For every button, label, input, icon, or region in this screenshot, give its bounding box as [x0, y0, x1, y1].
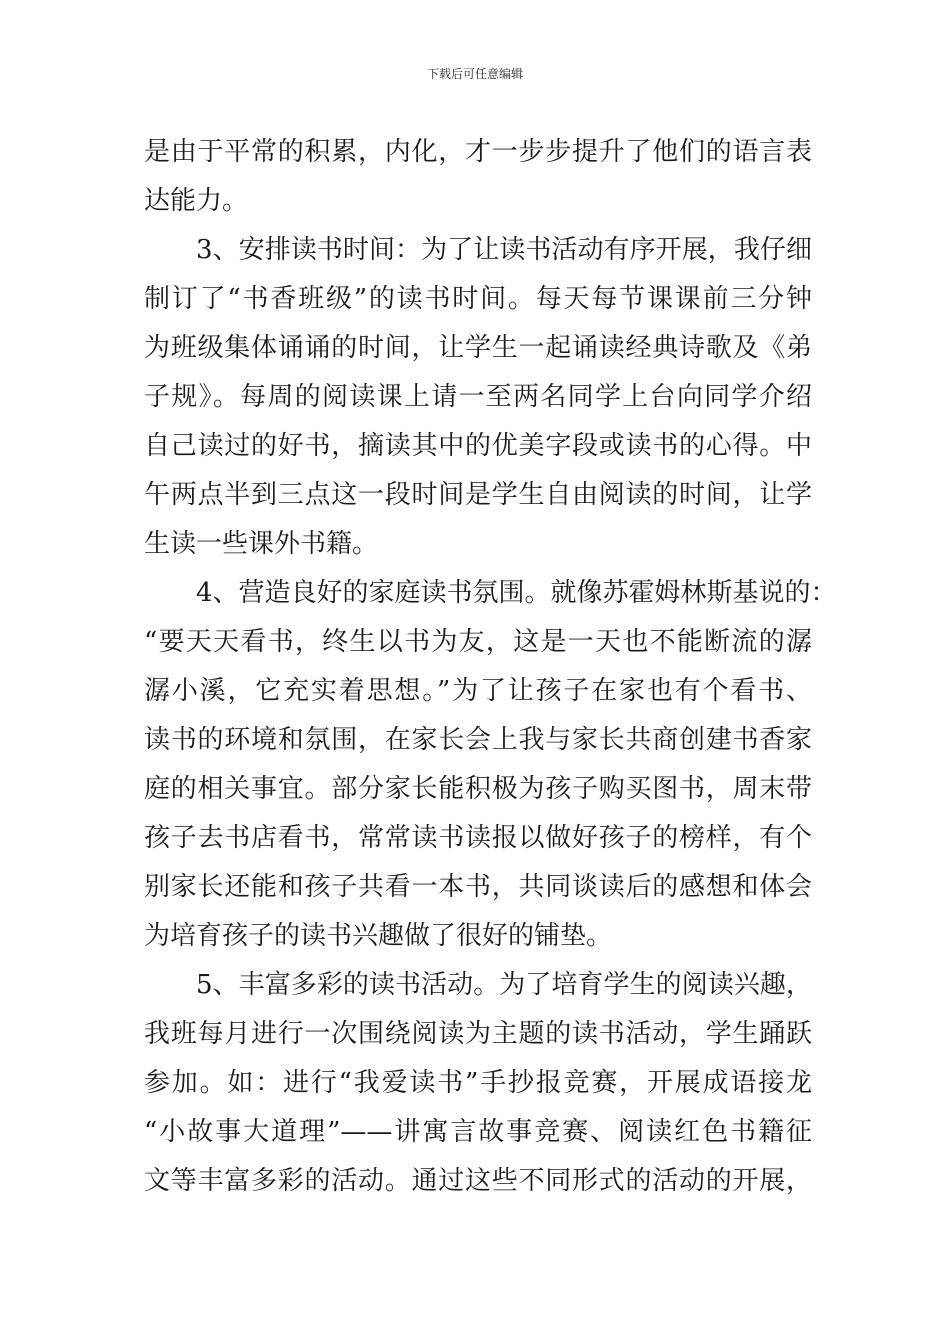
- document-body: [144, 128, 837, 1206]
- text-line: 潺小溪，它充实着思想。”为了让孩子在家也有个看书、: [144, 676, 812, 706]
- paragraph-first-line: 5、丰富多彩的读书活动。为了培育学生的阅读兴趣，: [196, 970, 812, 1000]
- text-line: 为班级集体诵诵的时间，让学生一起诵读经典诗歌及《弟: [144, 333, 812, 363]
- text-line: “要天天看书，终生以书为友，这是一天也不能断流的潺: [144, 627, 812, 657]
- text-line: 别家长还能和孩子共看一本书，共同谈读后的感想和体会: [144, 872, 812, 902]
- text-line: 为培育孩子的读书兴趣做了很好的铺垫。: [144, 921, 613, 951]
- text-line: 制订了“书香班级”的读书时间。每天每节课课前三分钟: [144, 284, 812, 314]
- text-line: 自己读过的好书，摘读其中的优美字段或读书的心得。中: [144, 431, 812, 461]
- text-line: 达能力。: [144, 186, 249, 216]
- paragraph-first-line: 3、安排读书时间：为了让读书活动有序开展，我仔细: [196, 235, 812, 265]
- page-header: 下载后可任意编辑: [426, 67, 523, 81]
- text-line: “小故事大道理”——讲寓言故事竞赛、阅读红色书籍征: [144, 1117, 812, 1147]
- text-line: 午两点半到三点这一段时间是学生自由阅读的时间，让学: [144, 480, 812, 510]
- text-line: 孩子去书店看书，常常读书读报以做好孩子的榜样，有个: [144, 823, 812, 853]
- text-line: 读书的环境和氛围，在家长会上我与家长共商创建书香家: [144, 725, 812, 755]
- paragraph-first-line: 4、营造良好的家庭读书氛围。就像苏霍姆林斯基说的：: [196, 578, 837, 608]
- text-line: 是由于平常的积累，内化，才一步步提升了他们的语言表: [144, 137, 812, 167]
- text-line: 我班每月进行一次围绕阅读为主题的读书活动，学生踊跃: [144, 1019, 812, 1049]
- text-line: 生读一些课外书籍。: [144, 529, 379, 559]
- text-line: 庭的相关事宜。部分家长能积极为孩子购买图书，周末带: [144, 774, 812, 804]
- text-line: 参加。如：进行“我爱读书”手抄报竞赛，开展成语接龙: [144, 1068, 812, 1098]
- text-line: 子规》。每周的阅读课上请一至两名同学上台向同学介绍: [144, 382, 812, 412]
- text-line: 文等丰富多彩的活动。通过这些不同形式的活动的开展，: [144, 1166, 812, 1196]
